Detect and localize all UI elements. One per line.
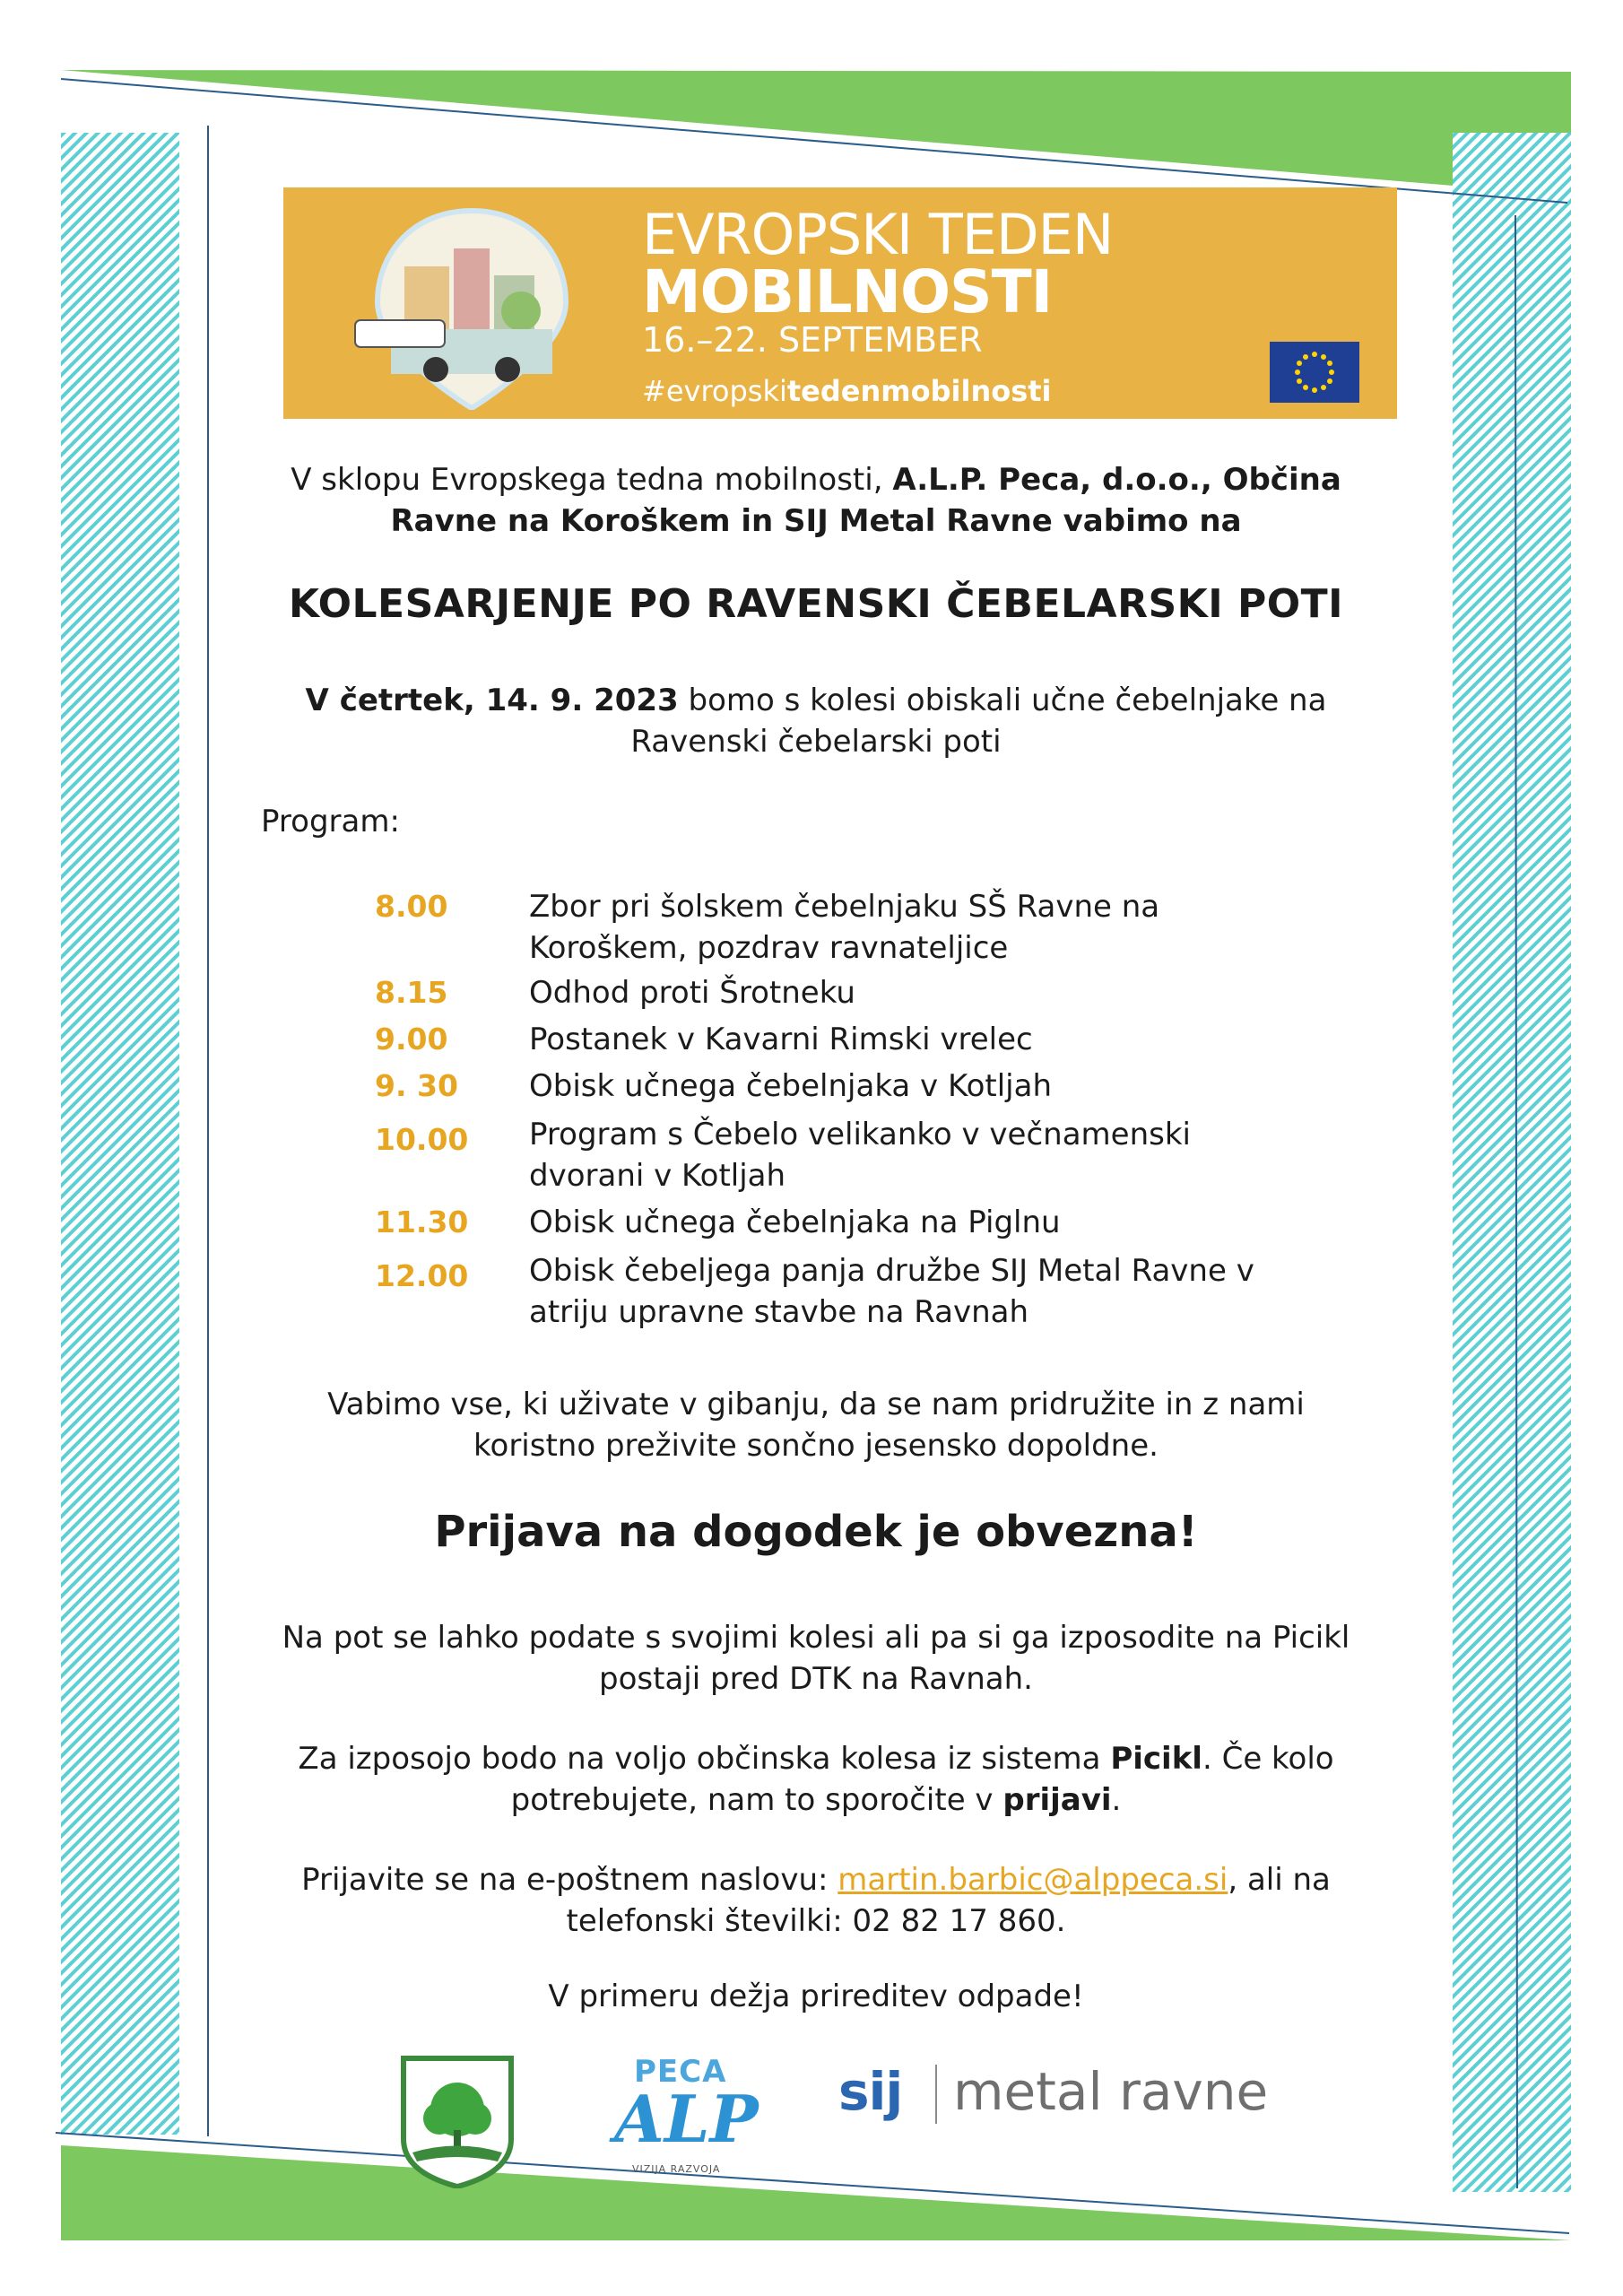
alp-peca-main: ALP: [614, 2081, 759, 2157]
program-time: 9.00: [375, 1022, 448, 1057]
program-time: 11.30: [375, 1205, 469, 1239]
banner-line1: EVROPSKI TEDEN: [642, 202, 1114, 267]
program-time: 8.00: [375, 889, 448, 924]
rental-info-text: Za izposojo bodo na voljo občinska kolesa iz sistema Picikl. Če kolo potrebujete, nam to sporočite v prijavi.: [298, 1741, 1334, 1818]
program-desc: Obisk učnega čebelnjaka na Piglnu: [529, 1205, 1061, 1240]
eu-flag-icon: [1270, 342, 1359, 403]
program-time: 8.15: [375, 975, 448, 1010]
bottom-green-band: [61, 2145, 1571, 2240]
registration-required: Prijava na dogodek je obvezna!: [434, 1507, 1198, 1557]
logo-divider: [935, 2065, 937, 2124]
event-title: KOLESARJENJE PO RAVENSKI ČEBELARSKI POTI: [289, 581, 1343, 627]
program-desc: Zbor pri šolskem čebelnjaku SŠ Ravne na Koroškem, pozdrav ravnateljice: [529, 889, 1160, 966]
rain-notice: V primeru dežja prireditev odpade!: [548, 1979, 1084, 2014]
bike-info-text: Na pot se lahko podate s svojimi kolesi ali pa si ga izposodite na Picikl postaji pred DTK na Ravnah.: [282, 1620, 1350, 1697]
sij-metal-ravne-logo: [838, 2061, 1287, 2133]
ravne-coat-of-arms-logo: [399, 2054, 516, 2188]
banner-hashtag: #evropskitedenmobilnosti: [642, 374, 1052, 408]
contact-text: Prijavite se na e-poštnem naslovu: martin.barbic@alppeca.si, ali na telefonski številki: 02 82 17 860.: [301, 1862, 1331, 1939]
sij-company-name: metal ravne: [953, 2061, 1269, 2122]
invitation-text: Vabimo vse, ki uživate v gibanju, da se nam pridružite in z nami koristno preživite sončno jesensko dopoldne.: [327, 1387, 1305, 1464]
mobility-week-banner: [283, 187, 1397, 419]
intro-text: V sklopu Evropskega tedna mobilnosti, A.L.P. Peca, d.o.o., Občina Ravne na Koroškem in SIJ Metal Ravne vabimo na: [291, 462, 1341, 539]
program-time: 12.00: [375, 1258, 469, 1293]
program-desc: Obisk učnega čebelnjaka v Kotljah: [529, 1068, 1052, 1104]
program-desc: Obisk čebeljega panja družbe SIJ Metal Ravne v atriju upravne stavbe na Ravnah: [529, 1253, 1254, 1330]
program-time: 9. 30: [375, 1068, 458, 1103]
program-desc: Odhod proti Šrotneku: [529, 975, 855, 1011]
program-desc: Program s Čebelo velikanko v večnamenski dvorani v Kotljah: [529, 1117, 1191, 1194]
right-hatch-strip: [1453, 133, 1571, 2192]
alp-peca-tagline: VIZIJA RAZVOJA: [632, 2163, 721, 2175]
top-green-band: [61, 70, 1571, 196]
program-time: 10.00: [375, 1122, 469, 1157]
program-label: Program:: [261, 804, 400, 839]
event-date-line: V četrtek, 14. 9. 2023 bomo s kolesi obiskali učne čebelnjake na Ravenski čebelarski poti: [305, 683, 1327, 760]
email-link[interactable]: martin.barbic@alppeca.si: [838, 1862, 1228, 1898]
location-pin-illustration-icon: [337, 204, 606, 410]
program-desc: Postanek v Kavarni Rimski vrelec: [529, 1022, 1033, 1057]
sij-mark: sij: [838, 2061, 903, 2122]
alp-peca-top: PECA: [634, 2054, 727, 2090]
banner-line2: MOBILNOSTI: [642, 257, 1053, 326]
banner-dates: 16.–22. SEPTEMBER: [642, 320, 983, 360]
alp-peca-logo: [614, 2054, 758, 2179]
left-hatch-strip: [61, 133, 179, 2135]
